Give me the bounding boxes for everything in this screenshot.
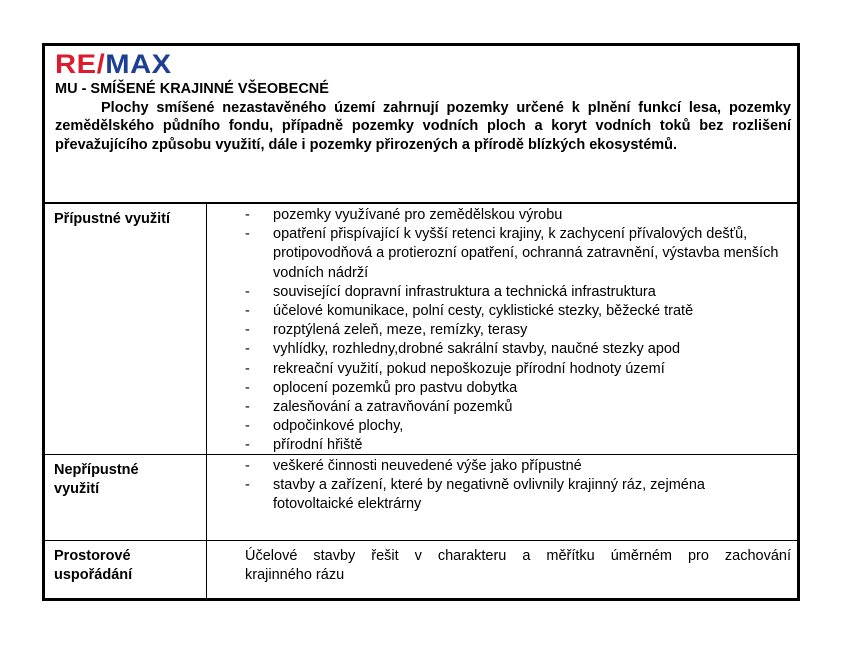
zone-title: MU - SMÍŠENÉ KRAJINNÉ VŠEOBECNÉ: [55, 81, 329, 97]
forbidden-label-line1: Nepřípustné: [54, 462, 139, 478]
dash-bullet: -: [245, 399, 250, 416]
list-item: [207, 417, 797, 436]
list-item: [207, 379, 797, 398]
dash-bullet: -: [245, 360, 250, 377]
allowed-use-label: Přípustné využití: [45, 204, 207, 454]
list-item-text: pozemky využívané pro zemědělskou výrobu: [273, 207, 563, 223]
list-item-text: rozptýlená zeleň, meze, remízky, terasy: [273, 322, 528, 339]
dash-bullet: -: [245, 379, 250, 396]
list-item: [207, 283, 797, 302]
list-item: [207, 360, 797, 379]
list-item-text: účelové komunikace, polní cesty, cyklistické stezky, běžecké tratě: [273, 303, 694, 320]
list-item-text: rekreační využití, pokud nepoškozuje přírodní hodnoty území: [273, 360, 665, 377]
dash-bullet: -: [245, 207, 250, 223]
list-item-text: zalesňování a zatravňování pozemků: [273, 399, 513, 416]
list-item: [207, 206, 797, 225]
spatial-label-line1: Prostorové: [54, 548, 131, 564]
spatial-arrangement-label: [45, 541, 207, 598]
list-item-text: oplocení pozemků pro pastvu dobytka: [273, 379, 518, 396]
list-item-text: odpočinkové plochy,: [273, 418, 404, 435]
dash-bullet: -: [245, 477, 250, 494]
spatial-text-line2: krajinného rázu: [245, 567, 345, 584]
dash-bullet: -: [245, 226, 250, 243]
regulation-table: [42, 43, 800, 601]
dash-bullet: -: [245, 341, 250, 358]
list-item-text: související dopravní infrastruktura a technická infrastruktura: [273, 283, 656, 300]
allowed-use-row: [45, 204, 797, 455]
forbidden-use-row: [45, 455, 797, 541]
list-item: [207, 225, 797, 283]
forbidden-use-content: [207, 455, 797, 540]
zone-description: Plochy smíšené nezastavěného území zahrnují pozemky určené k plnění funkcí lesa, pozemky zemědělského půdního fondu, případně pozemky vodních ploch a koryt vodních toků bez rozlišení převažujícího způsobu využití, dále i pozemky přirozených a přírodě blízkých ekosystémů.: [55, 100, 791, 153]
forbidden-label-line2: využití: [54, 481, 100, 497]
dash-bullet: -: [245, 418, 250, 435]
list-item-text: stavby a zařízení, které by negativně ovlivnily krajinný ráz, zejména fotovoltaické elektrárny: [273, 477, 705, 513]
spatial-text-line1: Účelové stavby řešit v charakteru a měřítku úměrném pro zachování: [245, 548, 791, 564]
dash-bullet: -: [245, 322, 250, 339]
list-item: [207, 340, 797, 359]
table-header-cell: [45, 46, 797, 204]
spatial-label-line2: uspořádání: [54, 567, 133, 583]
allowed-use-list: [207, 206, 797, 456]
list-item-text: vyhlídky, rozhledny,drobné sakrální stavby, naučné stezky apod: [273, 341, 681, 358]
spatial-arrangement-content: [207, 541, 797, 598]
list-item-text: přírodní hřiště: [273, 437, 363, 454]
list-item: [207, 302, 797, 321]
dash-bullet: -: [245, 458, 250, 474]
forbidden-use-label: [45, 455, 207, 540]
dash-bullet: -: [245, 303, 250, 320]
spatial-arrangement-row: [45, 541, 797, 598]
allowed-use-content: [207, 204, 797, 454]
list-item-text: opatření přispívající k vyšší retenci krajiny, k zachycení přívalových dešťů, protipovodňová a protierozní opatření, ochranná zatravnění, výstavba menších vodních nádrží: [273, 226, 779, 281]
list-item: [207, 398, 797, 417]
forbidden-use-list: [207, 457, 797, 515]
dash-bullet: -: [245, 437, 250, 454]
list-item: [207, 321, 797, 340]
list-item: [207, 436, 797, 455]
spatial-arrangement-text: [245, 547, 791, 585]
dash-bullet: -: [245, 283, 250, 300]
list-item-text: veškeré činnosti neuvedené výše jako přípustné: [273, 458, 582, 474]
list-item: [207, 476, 797, 514]
remax-logo: RE/MAX: [55, 49, 172, 79]
list-item: [207, 457, 797, 476]
